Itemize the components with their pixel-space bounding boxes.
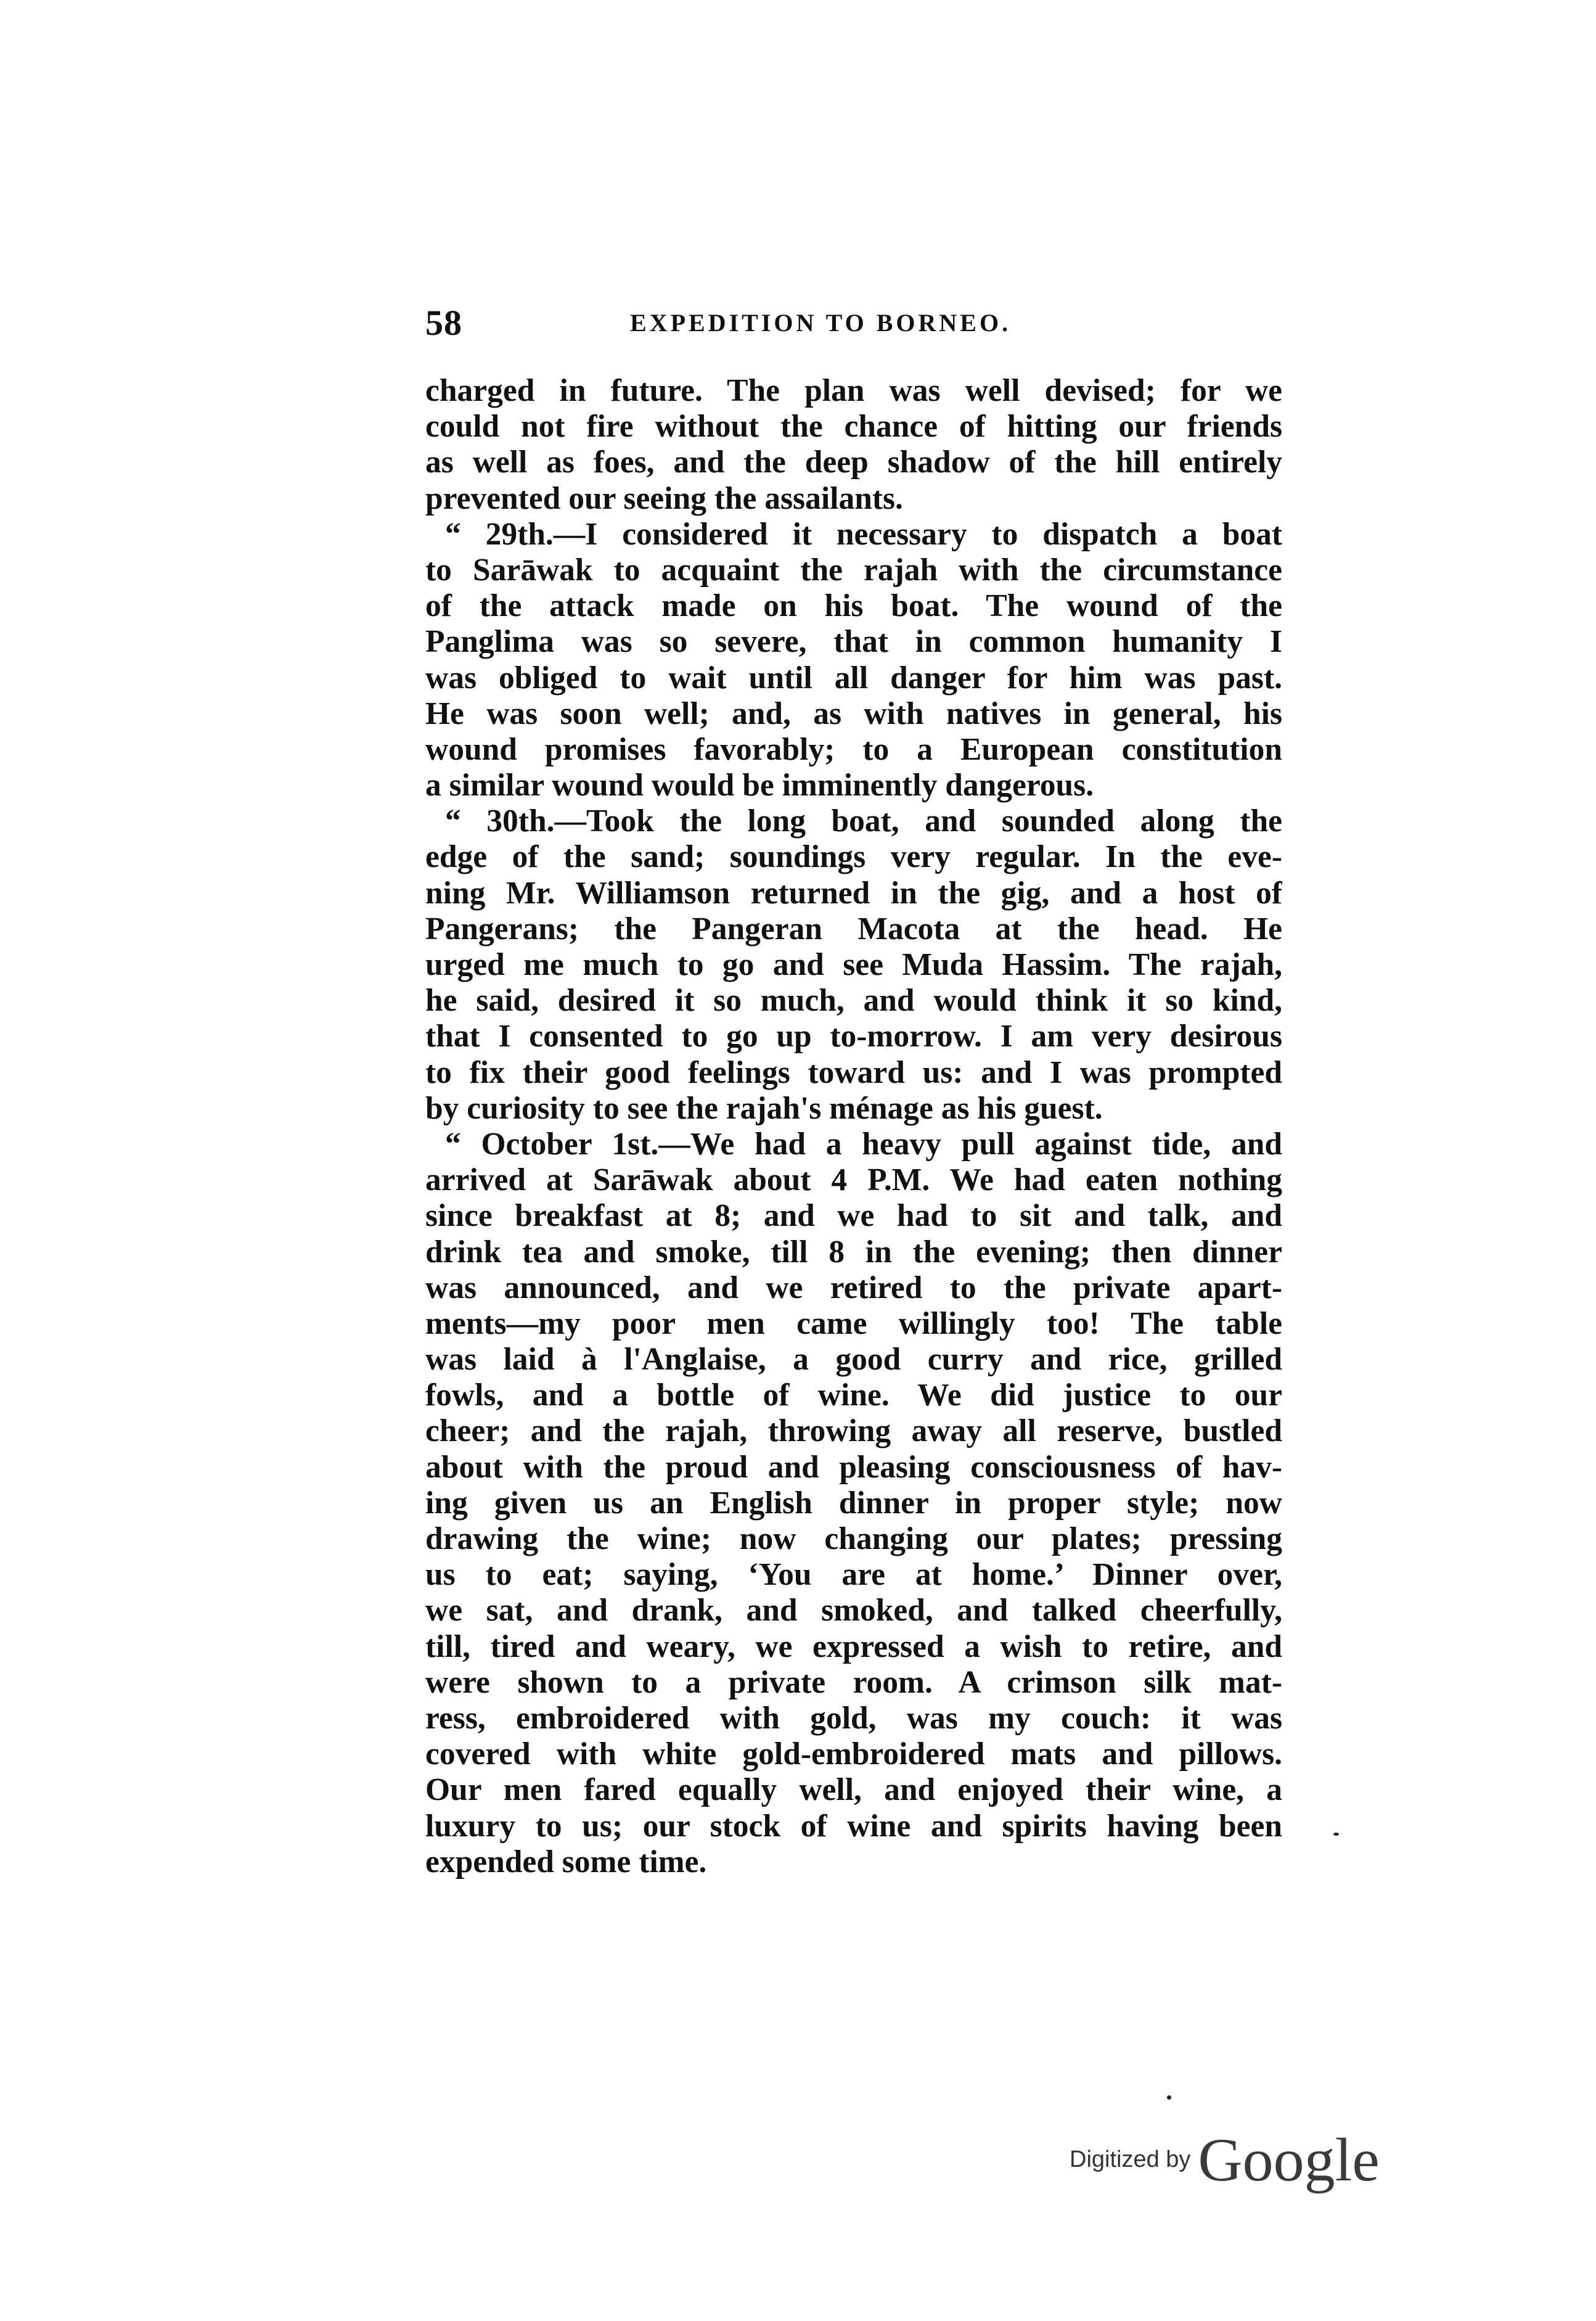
body-text bbox=[425, 373, 1282, 1880]
text-line: expended some time. bbox=[425, 1844, 707, 1879]
text-line: by curiosity to see the rajah's ménage as his guest. bbox=[425, 1090, 1103, 1126]
text-line: ments—my poor men came willingly too! The table bbox=[425, 1305, 1282, 1341]
text-line: edge of the sand; soundings very regular. In the eve- bbox=[425, 839, 1282, 875]
text-line: “ October 1st.—We had a heavy pull against tide, and bbox=[445, 1126, 1282, 1162]
text-line: fowls, and a bottle of wine. We did justice to our bbox=[425, 1378, 1282, 1413]
text-line: were shown to a private room. A crimson silk mat- bbox=[425, 1664, 1282, 1700]
text-line: that I consented to go up to-morrow. I am very desirous bbox=[425, 1019, 1282, 1054]
text-line: prevented our seeing the assailants. bbox=[425, 480, 903, 516]
text-line: to Sarāwak to acquaint the rajah with the circumstance bbox=[425, 552, 1282, 588]
text-line: was obliged to wait until all danger for him was past. bbox=[425, 660, 1282, 696]
text-line: drawing the wine; now changing our plates; pressing bbox=[425, 1521, 1282, 1556]
running-title: EXPEDITION TO BORNEO. bbox=[630, 309, 1012, 337]
text-line: arrived at Sarāwak about 4 P.M. We had eaten nothing bbox=[425, 1162, 1282, 1198]
text-line: “ 29th.—I considered it necessary to dispatch a boat bbox=[445, 516, 1282, 552]
text-line: luxury to us; our stock of wine and spirits having been bbox=[425, 1808, 1282, 1844]
text-line: of the attack made on his boat. The wound of the bbox=[425, 588, 1282, 624]
text-line: ning Mr. Williamson returned in the gig, and a host of bbox=[425, 875, 1282, 911]
page-number: 58 bbox=[425, 303, 462, 343]
text-line: drink tea and smoke, till 8 in the evening; then dinner bbox=[425, 1234, 1282, 1270]
text-line: till, tired and weary, we expressed a wish to retire, and bbox=[425, 1629, 1282, 1664]
scan-speck bbox=[1167, 2095, 1171, 2100]
text-line: he said, desired it so much, and would think it so kind, bbox=[425, 983, 1282, 1019]
text-line: covered with white gold-embroidered mats and pillows. bbox=[425, 1736, 1282, 1772]
text-line: about with the proud and pleasing consciousness of hav- bbox=[425, 1449, 1282, 1485]
text-line: He was soon well; and, as with natives in general, his bbox=[425, 696, 1282, 731]
text-line: was laid à l'Anglaise, a good curry and rice, grilled bbox=[425, 1342, 1282, 1378]
text-line: charged in future. The plan was well devised; for we bbox=[425, 373, 1282, 408]
text-line: Panglima was so severe, that in common humanity I bbox=[425, 624, 1282, 660]
text-line: as well as foes, and the deep shadow of the hill entirely bbox=[425, 445, 1282, 480]
text-line: ress, embroidered with gold, was my couch: it was bbox=[425, 1700, 1282, 1736]
text-line: “ 30th.—Took the long boat, and sounded along the bbox=[445, 803, 1282, 839]
digitized-watermark bbox=[1070, 2124, 1380, 2198]
text-line: could not fire without the chance of hitting our friends bbox=[425, 409, 1282, 445]
text-line: since breakfast at 8; and we had to sit and talk, and bbox=[425, 1198, 1282, 1234]
text-line: Pangerans; the Pangeran Macota at the head. He bbox=[425, 911, 1282, 947]
text-line: cheer; and the rajah, throwing away all reserve, bustled bbox=[425, 1413, 1282, 1449]
text-line: us to eat; saying, ‘You are at home.’ Dinner over, bbox=[425, 1557, 1282, 1593]
watermark-prefix: Digitized by bbox=[1070, 2146, 1191, 2172]
page-header bbox=[425, 302, 1282, 345]
text-line: urged me much to go and see Muda Hassim. The rajah, bbox=[425, 947, 1282, 982]
text-line: a similar wound would be imminently dangerous. bbox=[425, 768, 1094, 803]
text-line: we sat, and drank, and smoked, and talked cheerfully, bbox=[425, 1593, 1282, 1629]
scan-speck bbox=[1333, 1833, 1339, 1836]
text-line: to fix their good feelings toward us: and I was prompted bbox=[425, 1054, 1282, 1090]
google-logo: Google bbox=[1198, 2126, 1380, 2194]
text-line: was announced, and we retired to the private apart- bbox=[425, 1270, 1282, 1305]
text-line: wound promises favorably; to a European constitution bbox=[425, 731, 1282, 767]
text-line: Our men fared equally well, and enjoyed their wine, a bbox=[425, 1772, 1282, 1808]
text-line: ing given us an English dinner in proper style; now bbox=[425, 1485, 1282, 1521]
